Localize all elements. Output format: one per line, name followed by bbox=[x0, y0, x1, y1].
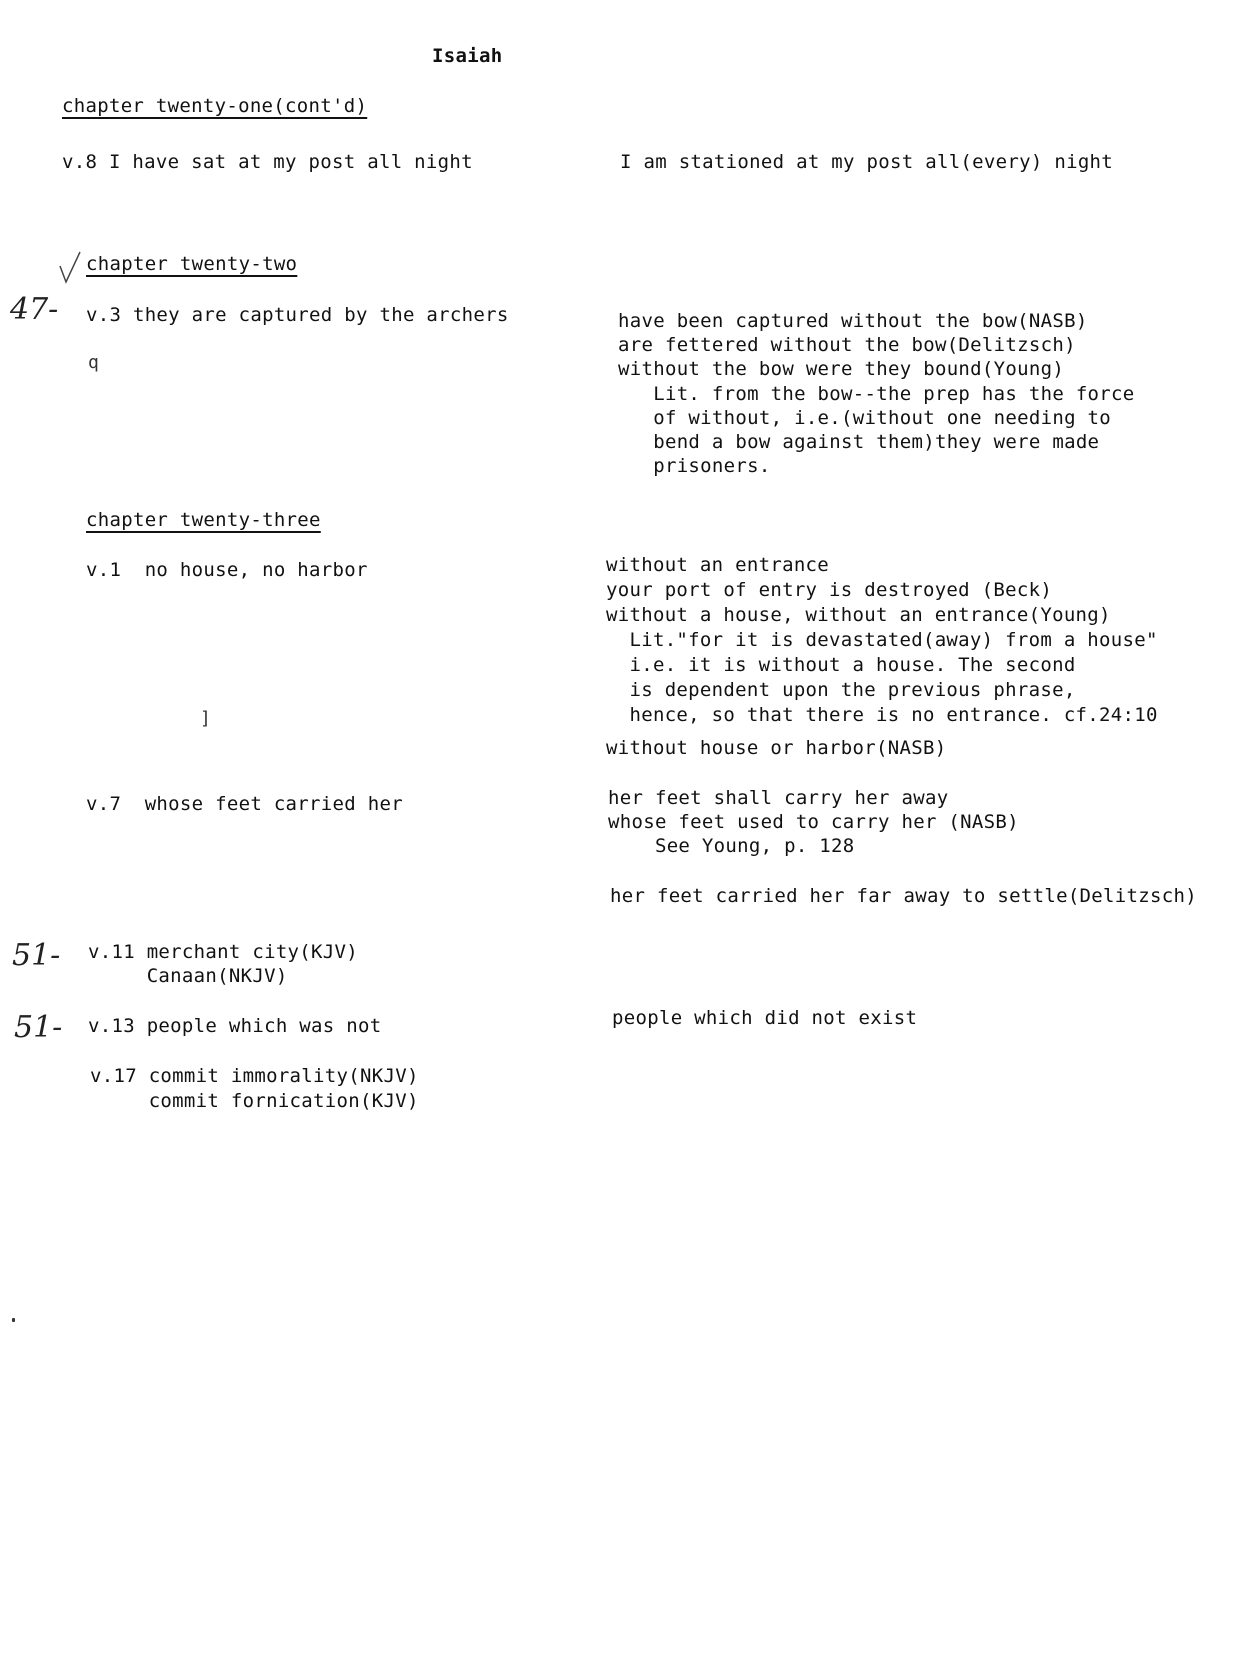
verse-1-alt-line: hence, so that there is no entrance. cf.24:10 bbox=[606, 704, 1158, 726]
chapter-heading-21: chapter twenty-one(cont'd) bbox=[62, 95, 368, 117]
verse-1-alt-line: is dependent upon the previous phrase, bbox=[606, 679, 1076, 701]
verse-1-kjv-text: v.1 no house, no harbor bbox=[86, 559, 368, 581]
page-title: Isaiah bbox=[432, 45, 503, 67]
verse-7-alt-line: See Young, p. 128 bbox=[608, 835, 855, 857]
verse-13-kjv-text: v.13 people which was not bbox=[88, 1015, 382, 1037]
verse-1-alt-line: Lit."for it is devastated(away) from a house" bbox=[606, 629, 1158, 651]
verse-7-alt-line: whose feet used to carry her (NASB) bbox=[608, 811, 1019, 833]
verse-1-alt-line: your port of entry is destroyed (Beck) bbox=[606, 579, 1053, 601]
verse-3-alt-line: are fettered without the bow(Delitzsch) bbox=[618, 334, 1076, 356]
verse-3-alt-line: prisoners. bbox=[618, 455, 771, 477]
verse-8-kjv-text: v.8 I have sat at my post all night bbox=[62, 151, 473, 173]
verse-7-alt-delitzsch: her feet carried her far away to settle(Delitzsch) bbox=[610, 885, 1197, 907]
verse-1-alt-line: i.e. it is without a house. The second bbox=[606, 654, 1076, 676]
verse-7-alt-line: her feet shall carry her away bbox=[608, 787, 949, 809]
verse-3-alt-line: without the bow were they bound(Young) bbox=[618, 358, 1065, 380]
chapter-heading-22: chapter twenty-two bbox=[86, 253, 298, 275]
verse-11-line: v.11 merchant city(KJV) bbox=[88, 941, 358, 963]
margin-page-note-51: 51- bbox=[14, 1010, 63, 1045]
margin-page-note-51: 51- bbox=[12, 938, 61, 973]
verse-13-alternate-text: people which did not exist bbox=[612, 1007, 918, 1029]
stray-speck bbox=[12, 1318, 15, 1322]
verse-3-alt-line: bend a bow against them)they were made bbox=[618, 431, 1100, 453]
verse-1-alt-line: without an entrance bbox=[606, 554, 830, 576]
verse-3-alt-line: have been captured without the bow(NASB) bbox=[618, 310, 1088, 332]
verse-3-alt-line: Lit. from the bow--the prep has the force bbox=[618, 383, 1135, 405]
chapter-heading-23: chapter twenty-three bbox=[86, 509, 321, 531]
verse-7-kjv-text: v.7 whose feet carried her bbox=[86, 793, 403, 815]
verse-8-alternate-text: I am stationed at my post all(every) night bbox=[620, 151, 1114, 173]
verse-17-line: v.17 commit immorality(NKJV) bbox=[90, 1065, 419, 1087]
verse-11-line: Canaan(NKJV) bbox=[88, 965, 288, 987]
verse-1-alt-nasb: without house or harbor(NASB) bbox=[606, 737, 947, 759]
margin-page-note-47: 47- bbox=[10, 292, 59, 327]
check-mark-icon bbox=[58, 252, 82, 292]
verse-3-alt-line: of without, i.e.(without one needing to bbox=[618, 407, 1112, 429]
margin-bracket-mark: ] bbox=[200, 708, 211, 729]
margin-mark-q: q bbox=[88, 352, 99, 373]
verse-1-alt-line: without a house, without an entrance(Young) bbox=[606, 604, 1111, 626]
verse-17-line: commit fornication(KJV) bbox=[90, 1090, 419, 1112]
verse-3-kjv-text: v.3 they are captured by the archers bbox=[86, 304, 509, 326]
